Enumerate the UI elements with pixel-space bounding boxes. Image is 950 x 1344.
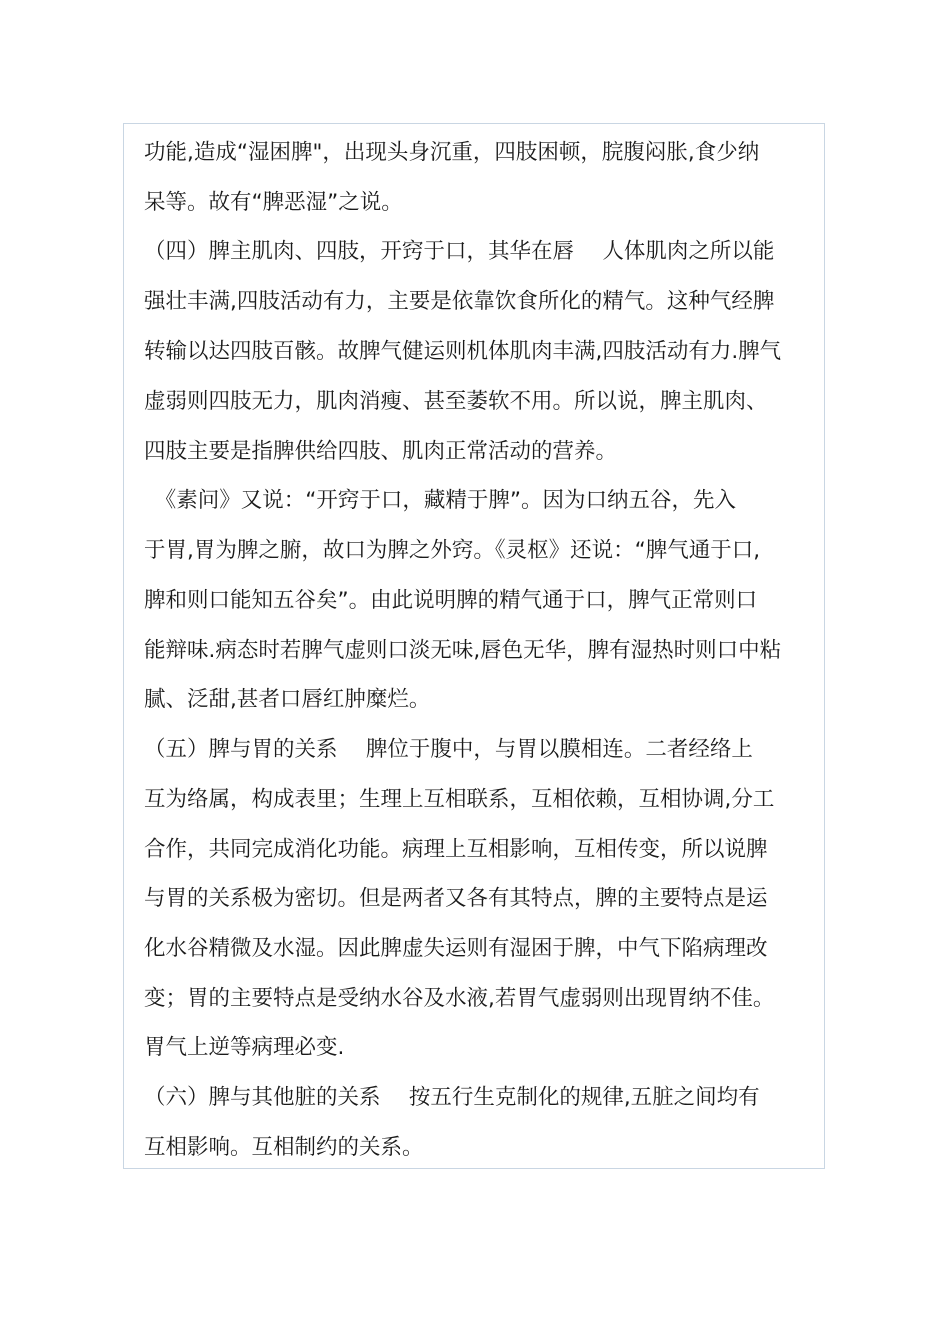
text-line: 互相影响。互相制约的关系。 xyxy=(144,1135,424,1160)
text-line: 化水谷精微及水湿。因此脾虚失运则有湿困于脾，中气下陷病理改 xyxy=(144,936,768,961)
text-line: （四）脾主肌肉、四肢，开窍于口，其华在唇 人体肌肉之所以能 xyxy=(144,239,775,264)
text-line: （五）脾与胃的关系 脾位于腹中，与胃以膜相连。二者经络上 xyxy=(144,737,753,762)
text-line: 与胃的关系极为密切。但是两者又各有其特点，脾的主要特点是运 xyxy=(144,886,768,911)
text-line: 变；胃的主要特点是受纳水谷及水液,若胃气虚弱则出现胃纳不佳。 xyxy=(144,986,775,1011)
text-line: 功能,造成“湿困脾"，出现头身沉重，四肢困顿，脘腹闷胀,食少纳 xyxy=(144,140,760,165)
text-line: 脾和则口能知五谷矣”。由此说明脾的精气通于口，脾气正常则口 xyxy=(144,588,758,613)
text-line: 互为络属，构成表里；生理上互相联系，互相依赖，互相协调,分工 xyxy=(144,787,775,812)
text-line: 能辩味.病态时若脾气虚则口淡无味,唇色无华，脾有湿热时则口中粘 xyxy=(144,638,782,663)
text-line: 转输以达四肢百骸。故脾气健运则机体肌肉丰满,四肢活动有力.脾气 xyxy=(144,339,782,364)
text-line: 呆等。故有“脾恶湿”之说。 xyxy=(144,190,403,215)
text-line: 虚弱则四肢无力，肌肉消瘦、甚至萎软不用。所以说，脾主肌肉、 xyxy=(144,389,768,414)
text-line: （六）脾与其他脏的关系 按五行生克制化的规律,五脏之间均有 xyxy=(144,1085,760,1110)
text-line: 胃气上逆等病理必变. xyxy=(144,1035,345,1060)
text-line: 腻、泛甜,甚者口唇红肿糜烂。 xyxy=(144,687,431,712)
text-line: 于胃,胃为脾之腑，故口为脾之外窍。《灵枢》还说：“脾气通于口, xyxy=(144,538,761,563)
text-line: 《素问》又说：“开窍于口，藏精于脾”。因为口纳五谷，先入 xyxy=(144,488,737,513)
text-line: 合作，共同完成消化功能。病理上互相影响，互相传变，所以说脾 xyxy=(144,837,768,862)
text-line: 强壮丰满,四肢活动有力，主要是依靠饮食所化的精气。这种气经脾 xyxy=(144,289,775,314)
text-line: 四肢主要是指脾供给四肢、肌肉正常活动的营养。 xyxy=(144,439,618,464)
